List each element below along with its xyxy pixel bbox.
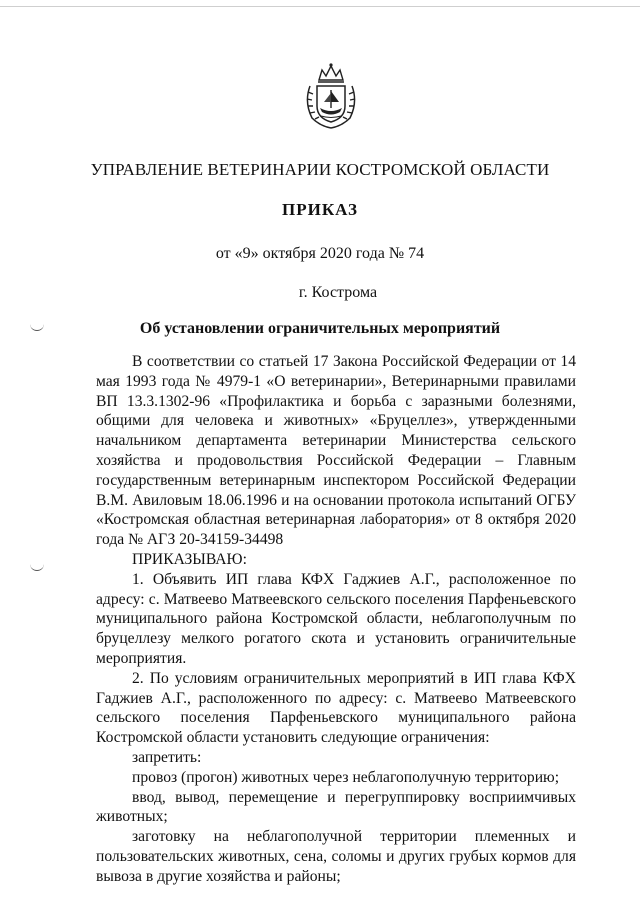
prohibition-item: ввод, вывод, перемещение и перегруппировку восприимчивых животных; bbox=[96, 788, 576, 826]
prohibit-heading: запретить: bbox=[132, 748, 202, 766]
prohibition-item: заготовку на неблагополучной территории племенных и пользовательских животных, сена, соломы и других грубых кормов для вывоза в другие хозяйства и районы; bbox=[96, 828, 576, 885]
scan-top-edge bbox=[0, 0, 640, 7]
document-city: г. Кострома bbox=[298, 284, 378, 301]
preamble-paragraph: В соответствии со статьей 17 Закона Российской Федерации от 14 мая 1993 года № 4979-1 «О ветеринарии», Ветеринарными правилами ВП 13.3.1302-96 «Профилактика и борьба с заразными болезнями, общими для человека и животных» «Бруцеллез», утвержденными начальником департамента ветеринарии Министерства сельского хозяйства и продовольствия Российской Федерации – Главным государственным ветеринарным инспектором Российской Федерации В.М. Авиловым 18.06.1996 и на основании протокола испытаний ОГБУ «Костромская областная ветеринарная лаборатория» от 8 октября 2020 года № АГЗ 20-34159-34498 bbox=[96, 353, 576, 549]
order-item-2: 2. По условиям ограничительных мероприятий в ИП глава КФХ Гаджиев А.Г., расположенного по адресу: с. Матвеево Матвеевского сельского поселения Парфеньевского муниципального района Костромской области установить следующие ограничения: bbox=[96, 669, 576, 747]
prohibition-item: провоз (прогон) животных через неблагополучную территорию; bbox=[132, 768, 560, 786]
scan-margin-mark bbox=[30, 562, 44, 571]
document-subject: Об установлении ограничительных мероприятий bbox=[139, 320, 501, 337]
document-body bbox=[96, 352, 576, 887]
order-item-1: 1. Объявить ИП глава КФХ Гаджиев А.Г., расположенное по адресу: с. Матвеево Матвеевского сельского поселения Парфеньевского муниципального района Костромской области, неблагополучным по бруцеллезу мелкого рогатого скота и установить ограничительные мероприятия. bbox=[96, 570, 576, 667]
agency-name: УПРАВЛЕНИЕ ВЕТЕРИНАРИИ КОСТРОМСКОЙ ОБЛАСТИ bbox=[90, 160, 550, 179]
document-type: ПРИКАЗ bbox=[282, 200, 358, 219]
kostroma-coat-of-arms-icon bbox=[300, 62, 362, 130]
document-date-number: от «9» октября 2020 года № 74 bbox=[215, 245, 425, 262]
order-keyword: ПРИКАЗЫВАЮ: bbox=[132, 550, 247, 568]
